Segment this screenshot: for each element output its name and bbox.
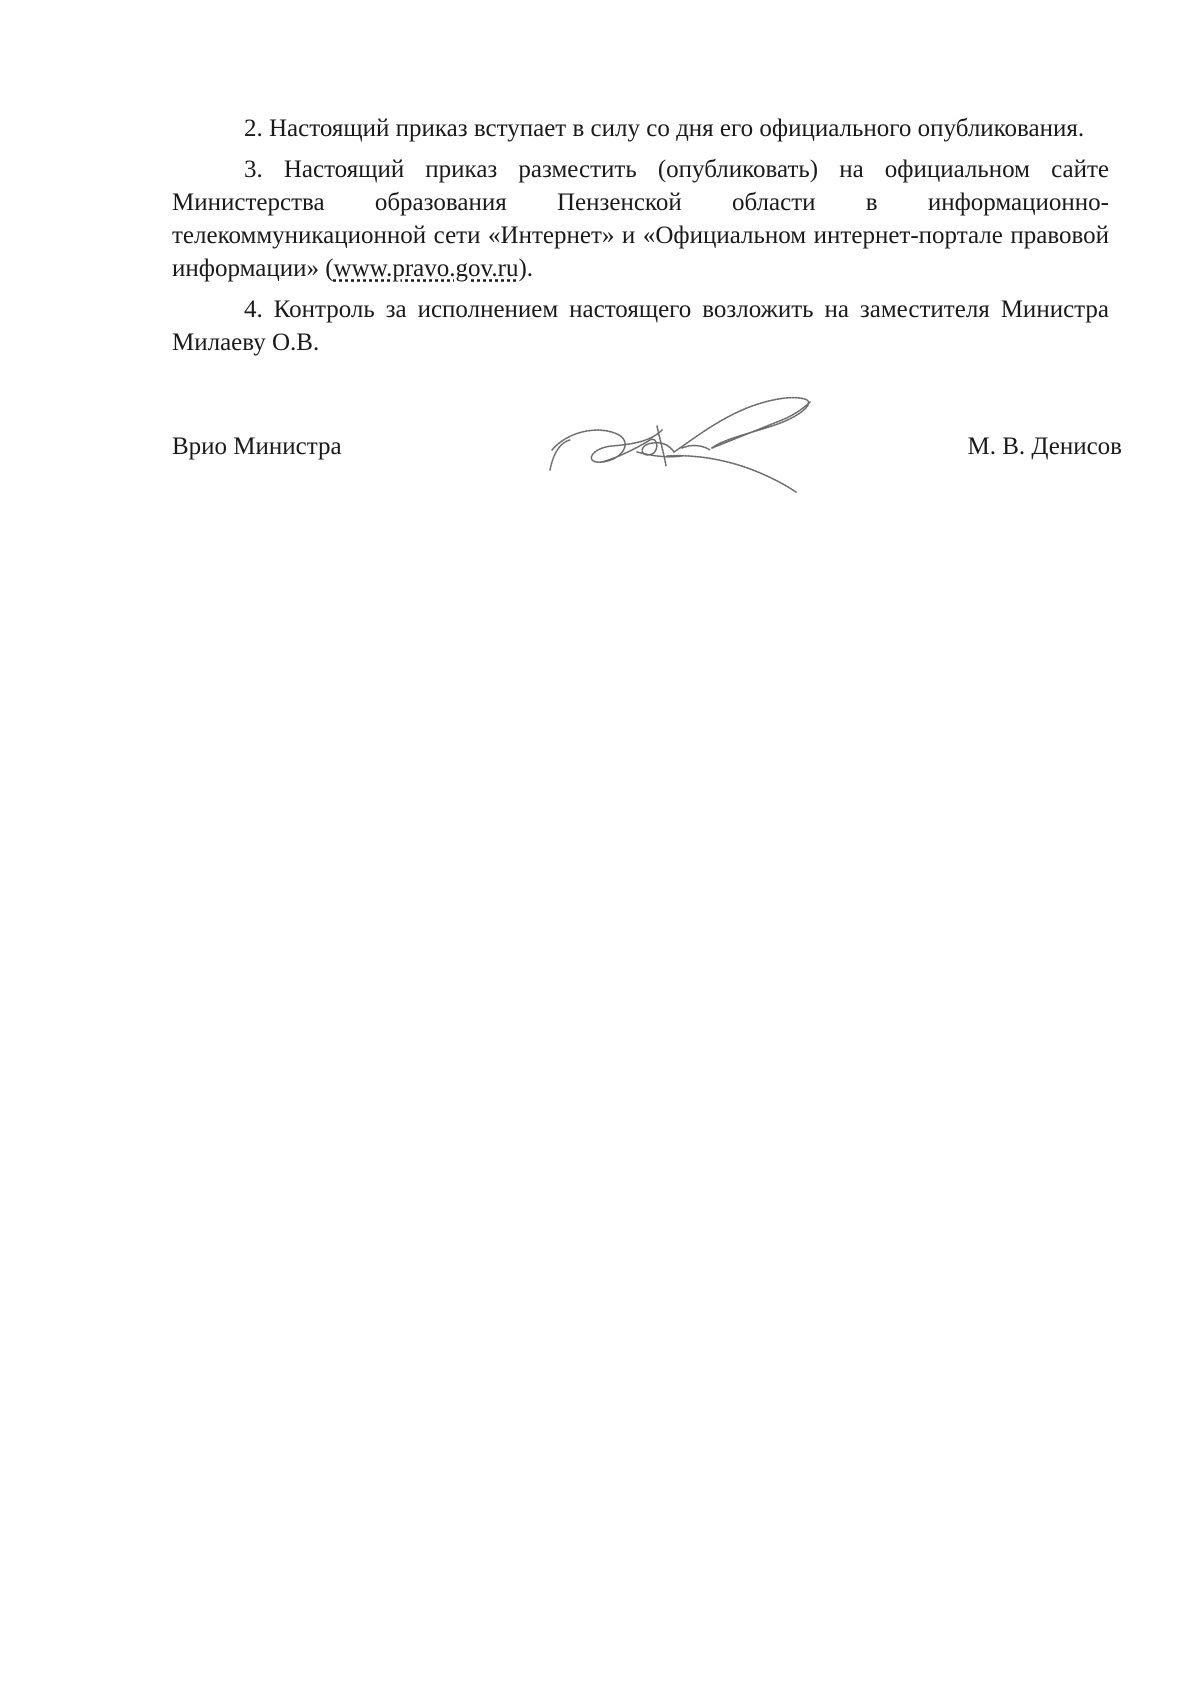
paragraph-4	[172, 293, 1109, 359]
paragraph-2	[172, 112, 1109, 145]
handwritten-signature	[542, 390, 832, 505]
paragraph-2-text: 2. Настоящий приказ вступает в силу со дня его официального опубликования.	[244, 115, 1085, 142]
paragraph-3-text: 3. Настоящий приказ разместить (опубликовать) на официальном сайте Министерства образования Пензенской области в информационно-телекоммуникационной сети «Интернет» и «Официальном интернет-портале правовой информации» (	[172, 156, 1109, 282]
paragraph-3	[172, 153, 1109, 285]
order-body	[172, 112, 1109, 367]
paragraph-3-text-end: ).	[518, 255, 534, 282]
paragraph-4-text: 4. Контроль за исполнением настоящего возложить на заместителя Министра Милаеву О.В.	[172, 296, 1109, 356]
signatory-position: Врио Министра	[172, 433, 342, 460]
signatory-name: М. В. Денисов	[967, 433, 1122, 460]
pravo-gov-link[interactable]: www.pravo.gov.ru	[333, 255, 519, 282]
